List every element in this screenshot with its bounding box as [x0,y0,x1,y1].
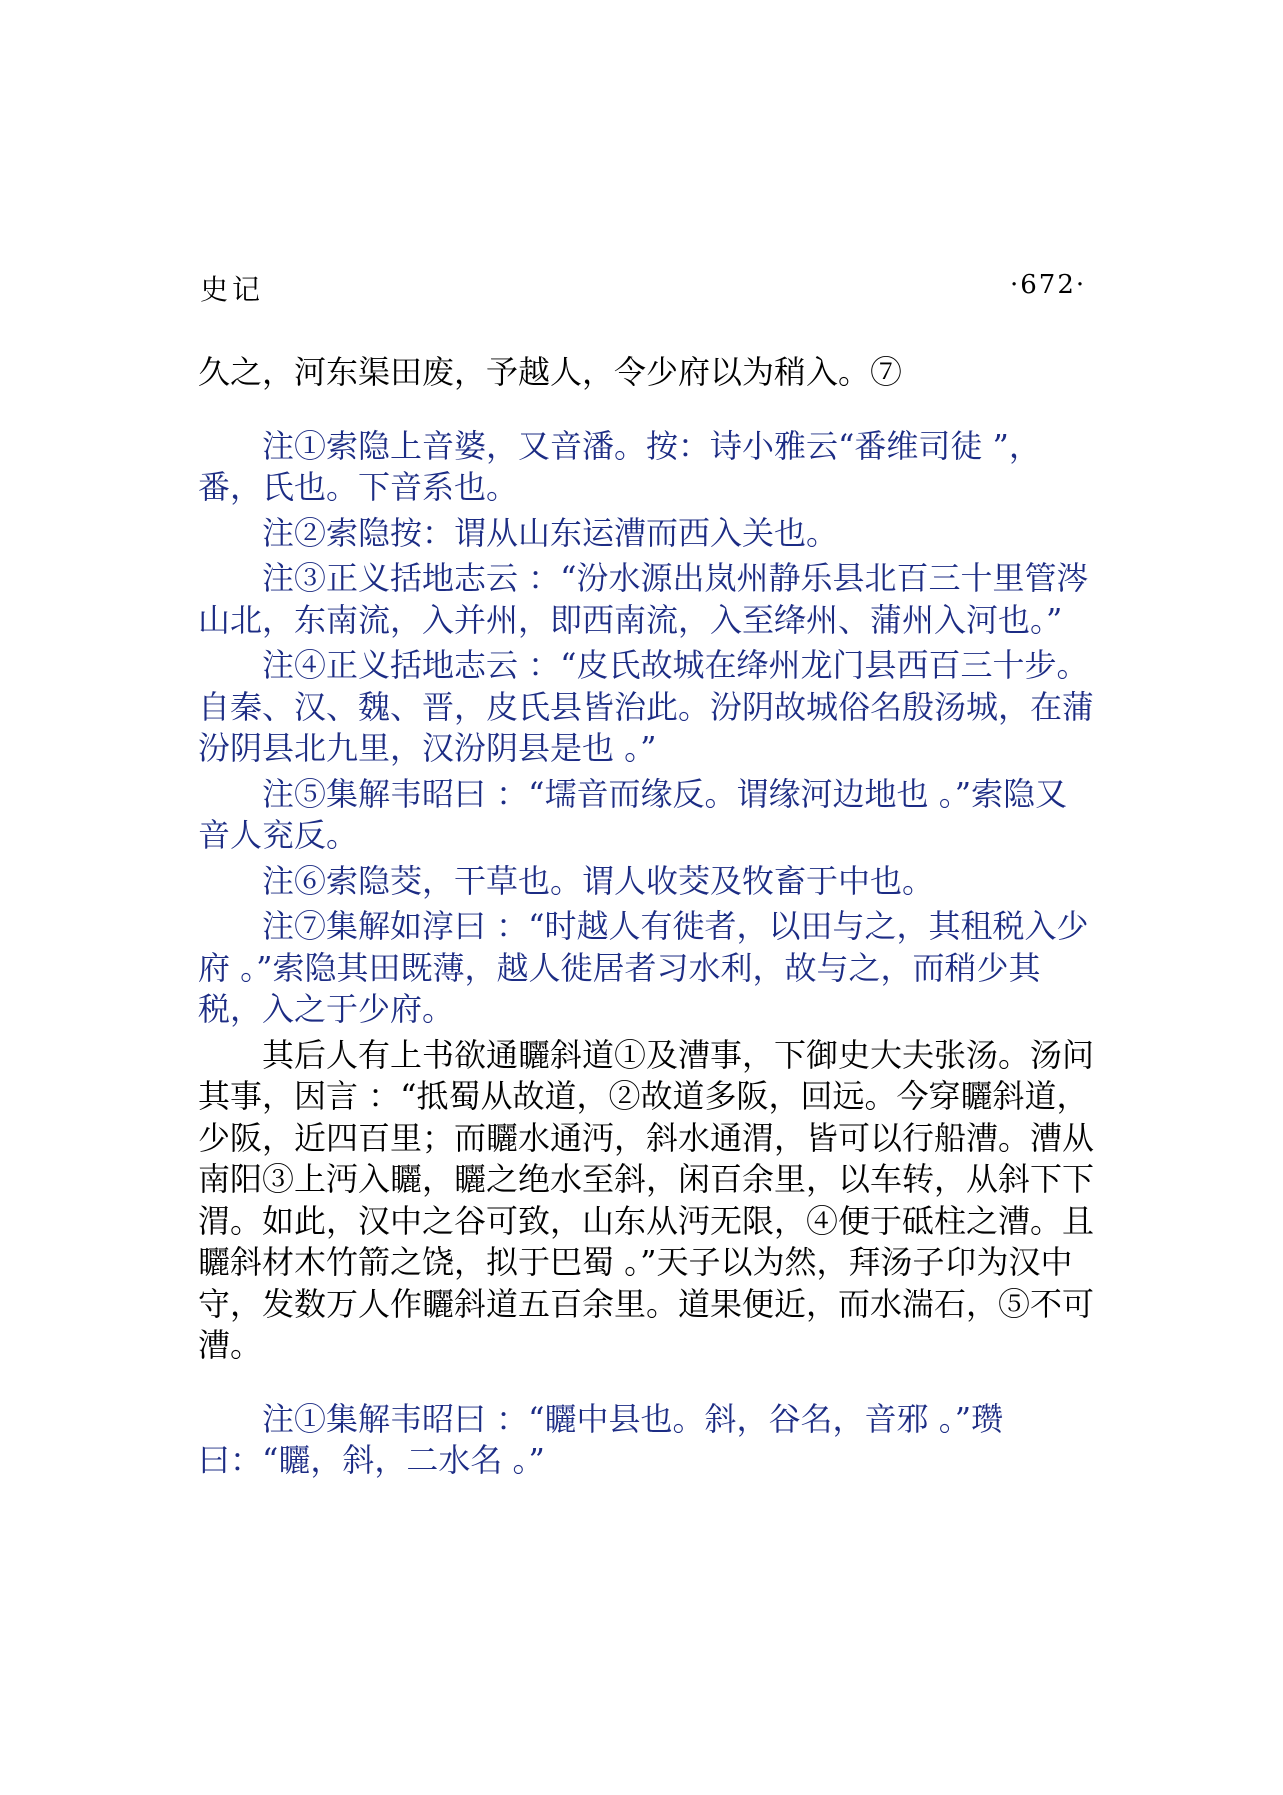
annotation-note-2: 注②索隐按：谓从山东运漕而西入关也。 [262,513,839,552]
annotation-note-1: 注①集解韦昭曰 ：“矖中县也。斜，谷名，音邪 。”瓒曰：“矖，斜，二水名 。” [198,1399,1004,1479]
annotation-note-7: 注⑦集解如淳曰 ：“时越人有徙者，以田与之，其租税入少府 。”索隐其田既薄，越人徙居者习水利，故与之，而稍少其税，入之于少府。 [198,907,1089,1028]
main-text-paragraph: 其后人有上书欲通矖斜道①及漕事，下御史大夫张汤。汤问其事，因言 ：“抵蜀从故道，②故道多阪，回远。今穿矖斜道，少阪，近四百里；而矖水通沔，斜水通渭，皆可以行船漕。漕从南阳③上沔入矖，矖之绝水至斜，闲百余里，以车转，从斜下下渭。如此，汉中之谷可致，山东从沔无限，④便于砥柱之漕。且矖斜材木竹箭之饶，拟于巴蜀 。”天子以为然，拜汤子卬为汉中守，发数万人作矖斜道五百余里。道果便近，而水湍石，⑤不可漕。 [198,1035,1095,1364]
running-head [0,268,1283,308]
annotation-note-6: 注⑥索隐茭，干草也。谓人收茭及牧畜于中也。 [262,861,935,900]
document-body [198,352,1098,1482]
annotation-note-4: 注④正义括地志云 ：“皮氏故城在绛州龙门县西百三十步。自秦、汉、魏、晋，皮氏县皆治此。汾阴故城俗名殷汤城，在蒲汾阴县北九里，汉汾阴县是也 。” [198,646,1095,767]
book-title: 史记 [200,273,265,306]
annotation-note-5: 注⑤集解韦昭曰 ：“壖音而缘反。谓缘河边地也 。”索隐又音人兖反。 [198,774,1068,854]
annotation-note-3: 注③正义括地志云 ：“汾水源出岚州静乐县北百三十里管涔山北，东南流，入并州，即西南流，入至绛州、蒲州入河也。” [198,559,1089,639]
page-number: ·672· [1010,270,1087,300]
main-text-paragraph: 久之，河东渠田废，予越人，令少府以为稍入。⑦ [198,353,903,391]
annotation-note-1: 注①索隐上音婆，又音潘。按：诗小雅云“番维司徒 ”，番，氏也。下音系也。 [198,426,1041,506]
